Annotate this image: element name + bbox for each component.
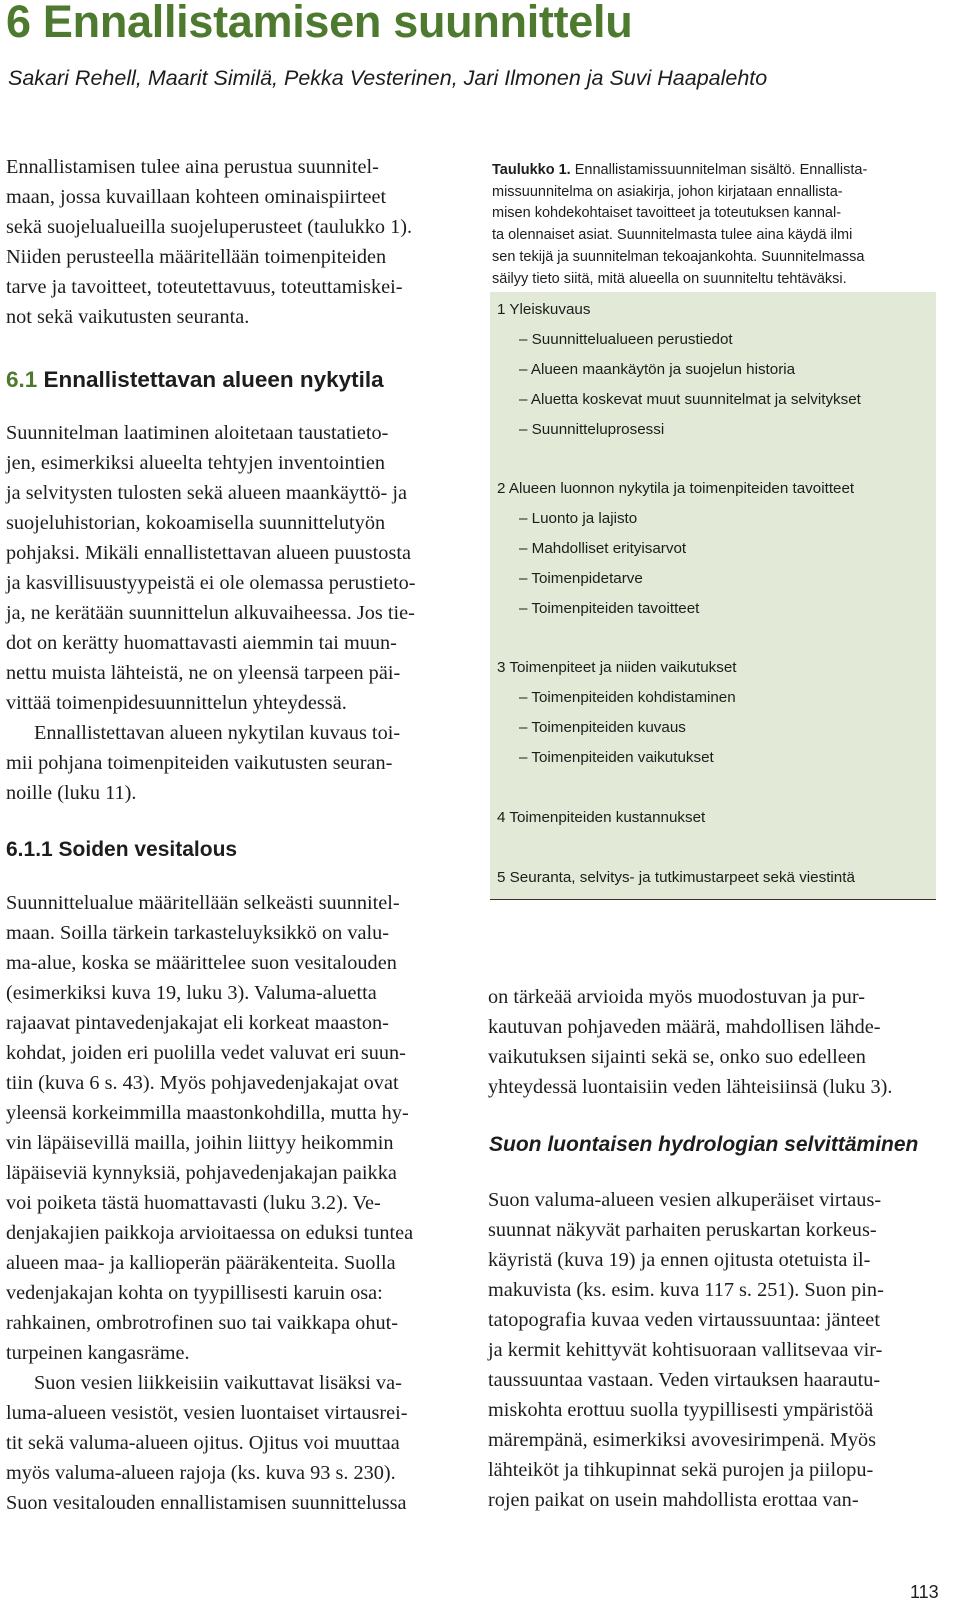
text-line: turpeinen kangasräme.	[6, 1342, 190, 1364]
text-line: (esimerkiksi kuva 19, luku 3). Valuma-aluetta	[6, 982, 377, 1004]
text-line: märempänä, esimerkiksi avovesirimpenä. Myös	[488, 1429, 877, 1451]
text-line: noille (luku 11).	[6, 782, 137, 804]
text-line: säilyy tieto siitä, mitä alueella on suunniteltu tehtäväksi.	[492, 270, 847, 287]
table-section-title: 4 Toimenpiteiden kustannukset	[497, 809, 706, 826]
table-item: – Aluetta koskevat muut suunnitelmat ja selvitykset	[519, 391, 861, 408]
table-section-title: 2 Alueen luonnon nykytila ja toimenpiteiden tavoitteet	[497, 480, 855, 497]
text-line: rajaavat pintavedenjakajat eli korkeat maaston-	[6, 1012, 389, 1034]
text-line: ja, ne kerätään suunnittelun alkuvaiheessa. Jos tie-	[6, 602, 415, 624]
text-line: kautuvan pohjaveden määrä, mahdollisen lähde-	[488, 1016, 881, 1038]
text-line: Suon vesien liikkeisiin vaikuttavat lisäksi va-	[34, 1372, 402, 1394]
text-line: Suunnitelman laatiminen aloitetaan taustatieto-	[6, 422, 389, 444]
table-section-title: 1 Yleiskuvaus	[497, 301, 591, 318]
text-line: rojen paikat on usein mahdollista erottaa van-	[488, 1489, 859, 1511]
text-line: tarve ja tavoitteet, toteutettavuus, toteuttamiskei-	[6, 276, 403, 298]
text-line: käyristä (kuva 19) ja ennen ojitusta otetuista il-	[488, 1249, 871, 1271]
text-line: kohdat, joiden eri puolilla vedet valuvat eri suun-	[6, 1042, 406, 1064]
text-line: ja kasvillisuustyypeistä ei ole olemassa perustieto-	[6, 572, 416, 594]
text-line: misen kohdekohtaiset tavoitteet ja toteutuksen kannal-	[492, 205, 842, 222]
text-line: läpäiseviä kynnyksiä, pohjavedenjakajan paikka	[6, 1162, 397, 1184]
text-line: yhteydessä luontaisiin veden lähteisiinsä (luku 3).	[488, 1076, 893, 1098]
text-line: nettu muista lähteistä, ne on yleensä tarpeen päi-	[6, 662, 401, 684]
text-line: myös valuma-alueen rajoja (ks. kuva 93 s. 230).	[6, 1462, 396, 1484]
text-line: tatopografia kuvaa veden virtaussuuntaa: jänteet	[488, 1309, 880, 1331]
text-line: ma-alue, koska se määrittelee suon vesitalouden	[6, 952, 397, 974]
text-line: Ennallistamissuunnitelman sisältö. Ennallista-	[570, 162, 868, 178]
text-line: tit sekä valuma-alueen ojitus. Ojitus voi muuttaa	[6, 1432, 400, 1454]
page-number: 113	[910, 1582, 939, 1602]
text-line: maan, jossa kuvaillaan kohteen ominaispiirteet	[6, 186, 387, 208]
table-label: Taulukko 1.	[492, 162, 571, 178]
section-heading-6-1	[6, 367, 458, 393]
text-line: denjakajien paikkoja arvioitaessa on eduksi tuntea	[6, 1222, 414, 1244]
text-line: Niiden perusteella määritellään toimenpiteiden	[6, 246, 387, 268]
text-line: ta olennaiset asiat. Suunnitelmasta tulee aina käydä ilmi	[492, 227, 853, 244]
subheading-hydrology	[489, 1133, 949, 1157]
text-line: taussuuntaa vastaan. Veden virtauksen haarautu-	[488, 1369, 881, 1391]
paragraph-current-state	[6, 418, 458, 808]
text-line: Ennallistamisen tulee aina perustua suunnitel-	[6, 156, 379, 178]
table-caption	[492, 160, 952, 290]
text-line: missuunnitelma on asiakirja, johon kirjataan ennallista-	[492, 183, 843, 200]
text-line: voi poiketa tästä huomattavasti (luku 3.2). Ve-	[6, 1192, 381, 1214]
table-item: – Toimenpiteiden vaikutukset	[519, 749, 714, 766]
table-item: – Luonto ja lajisto	[519, 510, 638, 527]
text-line: jen, esimerkiksi alueelta tehtyjen inventointien	[6, 452, 386, 474]
table-section-title: 3 Toimenpiteet ja niiden vaikutukset	[497, 659, 737, 676]
text-line: suunnat näkyvät parhaiten peruskartan korkeus-	[488, 1219, 877, 1241]
text-line: Suunnittelualue määritellään selkeästi suunnitel-	[6, 892, 400, 914]
text-line: not sekä vaikutusten seuranta.	[6, 306, 250, 328]
subsection-title: 6.1.1 Soiden vesitalous	[6, 838, 238, 861]
text-line: luma-alueen vesistöt, vesien luontaiset virtausrei-	[6, 1402, 408, 1424]
text-line: tiin (kuva 6 s. 43). Myös pohjavedenjakajat ovat	[6, 1072, 399, 1094]
text-line: vedenjakajan kohta on tyypillisesti karuin osa:	[6, 1282, 383, 1304]
chapter-title: 6 Ennallistamisen suunnittelu	[6, 0, 633, 47]
text-line: dot on kerätty huomattavasti aiemmin tai muun-	[6, 632, 397, 654]
paragraph-groundwater	[488, 982, 948, 1102]
text-line: vaikutuksen sijainti sekä se, onko suo edelleen	[488, 1046, 866, 1068]
text-line: pohjaksi. Mikäli ennallistettavan alueen puustosta	[6, 542, 411, 564]
paragraph-water-balance	[6, 888, 458, 1518]
text-line: miskohta erottuu suolla tyypillisesti ympäristöä	[488, 1399, 874, 1421]
table-item: – Suunnitteluprosessi	[519, 421, 665, 438]
intro-paragraph	[6, 152, 458, 332]
text-line: vittää toimenpidesuunnittelun yhteydessä.	[6, 692, 347, 714]
section-number: 6.1	[6, 367, 38, 392]
section-heading-6-1-1	[6, 838, 458, 862]
text-line: on tärkeää arvioida myös muodostuvan ja pur-	[488, 986, 865, 1008]
text-line: Suon valuma-alueen vesien alkuperäiset virtaus-	[488, 1189, 882, 1211]
text-line: lähteiköt ja tihkupinnat sekä purojen ja piilopu-	[488, 1459, 874, 1481]
text-line: maan. Soilla tärkein tarkasteluyksikkö on valu-	[6, 922, 389, 944]
text-line: ja selvitysten tulosten sekä alueen maankäyttö- ja	[6, 482, 407, 504]
table-item: – Toimenpidetarve	[519, 570, 643, 587]
plan-contents-table	[490, 292, 936, 900]
section-title: Ennallistettavan alueen nykytila	[43, 367, 384, 392]
text-line: alueen maa- ja kallioperän pääräkenteita. Suolla	[6, 1252, 396, 1274]
text-line: Ennallistettavan alueen nykytilan kuvaus toi-	[34, 722, 401, 744]
text-line: makuvista (ks. esim. kuva 117 s. 251). Suon pin-	[488, 1279, 884, 1301]
text-line: sen tekijä ja suunnitelman tekoajankohta. Suunnitelmassa	[492, 248, 865, 265]
table-item: – Toimenpiteiden kohdistaminen	[519, 689, 736, 706]
table-section-title: 5 Seuranta, selvitys- ja tutkimustarpeet sekä viestintä	[497, 869, 855, 886]
table-item: – Toimenpiteiden kuvaus	[519, 719, 686, 736]
text-line: ja kermit kehittyvät kohtisuoraan vallitsevaa vir-	[488, 1339, 883, 1361]
text-line: sekä suojelualueilla suojeluperusteet (taulukko 1).	[6, 216, 413, 238]
table-item: – Toimenpiteiden tavoitteet	[519, 600, 700, 617]
table-item: – Suunnittelualueen perustiedot	[519, 331, 733, 348]
text-line: Suon vesitalouden ennallistamisen suunnittelussa	[6, 1492, 407, 1514]
paragraph-hydrology	[488, 1185, 948, 1515]
text-line: rahkainen, ombrotrofinen suo tai vaikkapa ohut-	[6, 1312, 398, 1334]
text-line: vin läpäisevillä mailla, joihin liittyy heikommin	[6, 1132, 394, 1154]
text-line: suojeluhistorian, kokoamisella suunnittelutyön	[6, 512, 386, 534]
text-line: mii pohjana toimenpiteiden vaikutusten seuran-	[6, 752, 393, 774]
chapter-authors: Sakari Rehell, Maarit Similä, Pekka Vesterinen, Jari Ilmonen ja Suvi Haapalehto	[8, 66, 768, 90]
text-line: yleensä korkeimmilla maastonkohdilla, mutta hy-	[6, 1102, 409, 1124]
table-item: – Alueen maankäytön ja suojelun historia	[519, 361, 796, 378]
subheading-title: Suon luontaisen hydrologian selvittäminen	[489, 1133, 919, 1156]
table-item: – Mahdolliset erityisarvot	[519, 540, 687, 557]
